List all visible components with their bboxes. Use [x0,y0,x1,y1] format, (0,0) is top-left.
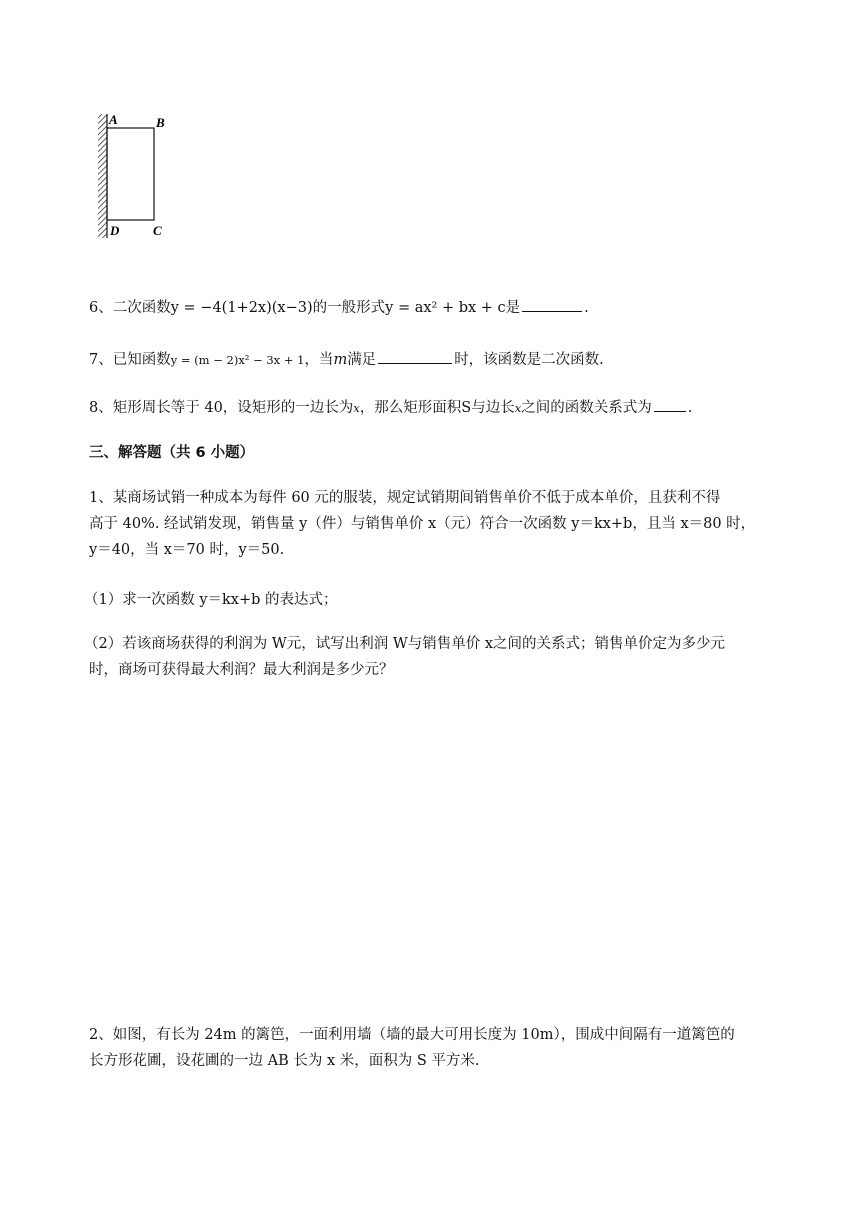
q8-var-2: x [514,401,522,415]
q6-text-2: 的一般形式 [312,300,386,316]
wall-hatching [98,114,107,238]
q8-text-3: 之间的函数关系式为 [521,400,652,416]
q7-formula: y = (m − 2)x² − 3x + 1 [170,353,305,367]
section-3-title: 三、解答题（共 6 小题） [89,445,255,461]
question-6 [89,297,589,319]
q8-end: . [687,400,693,416]
problem-1-part-2-line-2: 时，商场可获得最大利润？最大利润是多少元？ [89,662,394,678]
q7-text-2: ，当 [304,352,334,368]
problem-1-part-2 [84,631,766,683]
problem-1-line-3: y＝40，当 x＝70 时，y＝50. [89,542,285,558]
q7-answer-blank[interactable] [378,362,452,364]
q6-formula-2: y = ax² + bx + c [385,300,506,316]
label-a: A [109,112,118,127]
label-b: B [156,115,165,130]
q6-end: . [584,300,589,316]
q7-text-4: 时，该函数是二次函数. [454,352,604,368]
problem-1-line-1: 1、某商场试销一种成本为每件 60 元的服装，规定试销期间销售单价不低于成本单价，且获利不得 [89,490,721,506]
question-7 [89,349,604,371]
q8-text-2: ，那么矩形面积S与边长 [359,400,515,416]
problem-2-line-2: 长方形花圃，设花圃的一边 AB 长为 x 米，面积为 S 平方米. [89,1053,480,1069]
problem-2-line-1: 2、如图，有长为 24m 的篱笆，一面利用墙（墙的最大可用长度为 10m），围成中间隔有一道篱笆的 [89,1027,735,1043]
q7-text-3: 满足 [347,352,377,368]
problem-1-line-2: 高于 40%. 经试销发现，销售量 y（件）与销售单价 x（元）符合一次函数 y＝kx+b，且当 x＝80 时， [89,516,756,532]
q6-text-1: 二次函数 [112,300,171,316]
q8-answer-blank[interactable] [654,410,686,412]
problem-1-part-1: （1）求一次函数 y＝kx+b 的表达式； [84,592,338,608]
q6-number: 6、 [89,300,113,316]
rectangle-abcd [107,128,154,220]
q7-number: 7、 [89,352,113,368]
q6-formula-1: y = −4(1+2x)(x−3) [170,300,313,316]
q8-var-1: x [353,401,360,415]
problem-1-part-2-line-1: （2）若该商场获得的利润为 W元，试写出利润 W与销售单价 x之间的关系式；销售单价定为多少元 [84,636,726,652]
question-8 [89,397,692,419]
rectangle-wall-figure [96,108,186,242]
q7-var: m [333,352,348,368]
q6-answer-blank[interactable] [522,310,582,312]
label-d: D [110,223,120,238]
q7-text-1: 已知函数 [112,352,171,368]
label-c: C [153,223,162,238]
q8-number: 8、 [89,400,113,416]
q8-text-1: 矩形周长等于 40，设矩形的一边长为 [112,400,354,416]
problem-2 [89,1022,771,1074]
q6-text-3: 是 [505,300,521,316]
problem-1 [89,485,771,563]
